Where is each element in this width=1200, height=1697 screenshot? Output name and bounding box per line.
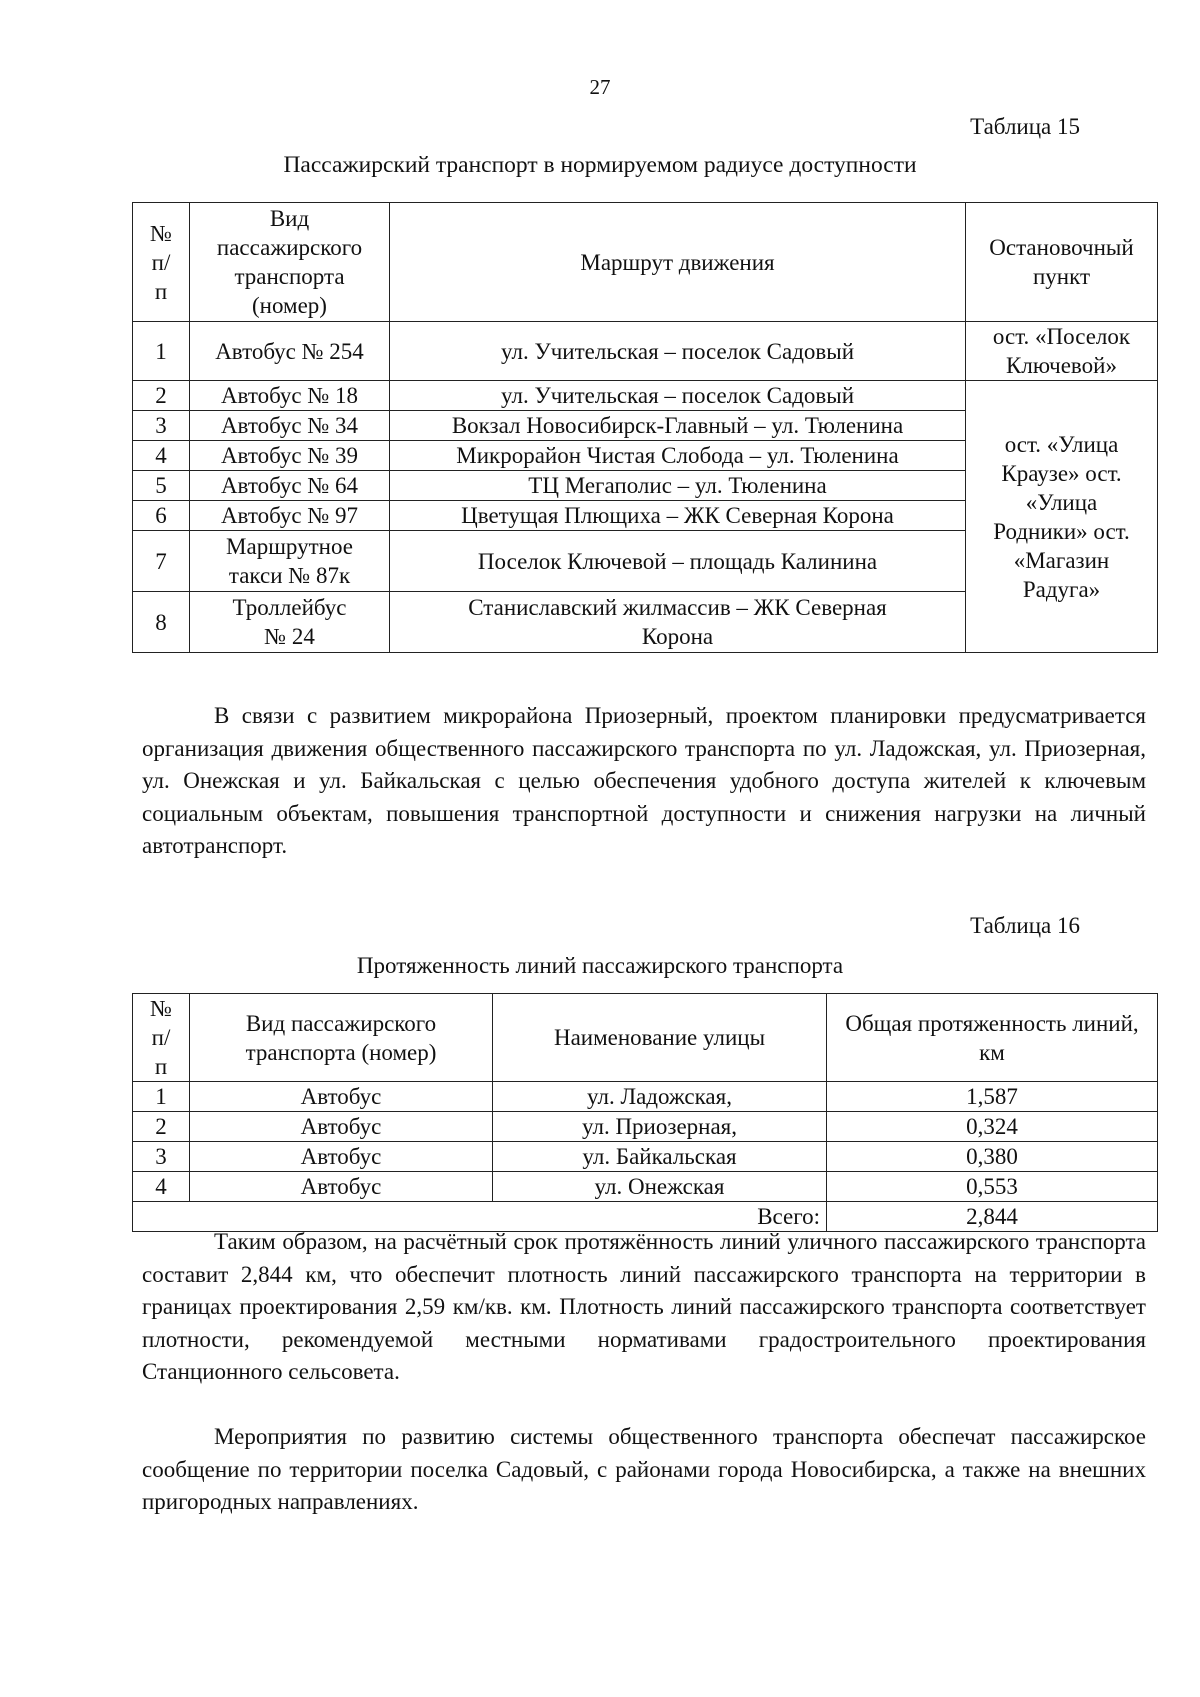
row-route: Вокзал Новосибирск-Главный – ул. Тюленина [390,411,966,441]
header-transport-type: Вид пассажирского транспорта (номер) [190,994,493,1082]
row-length: 0,380 [827,1142,1158,1172]
row-transport-type: Автобус [190,1142,493,1172]
table-15 [132,202,1158,653]
row-transport-type: Автобус № 97 [190,501,390,531]
row-street: ул. Приозерная, [493,1112,827,1142]
header-street: Наименование улицы [493,994,827,1082]
table-row [133,1142,1158,1172]
table-row [133,322,1158,381]
row-num: 3 [133,1142,190,1172]
table-16-label: Таблица 16 [970,913,1080,938]
table-16 [132,993,1158,1232]
header-route: Маршрут движения [390,203,966,322]
row-route: Цветущая Плющиха – ЖК Северная Корона [390,501,966,531]
row-transport-type: Автобус № 64 [190,471,390,501]
table-row [133,1112,1158,1142]
row-route: ул. Учительская – поселок Садовый [390,381,966,411]
page-number: 27 [589,75,611,99]
row-route: ул. Учительская – поселок Садовый [390,322,966,381]
row-num: 5 [133,471,190,501]
row-transport-type: Автобус [190,1082,493,1112]
row-street: ул. Ладожская, [493,1082,827,1112]
row-num: 8 [133,592,190,653]
row-transport-type: Автобус [190,1172,493,1202]
row-street: ул. Байкальская [493,1142,827,1172]
row-length: 0,324 [827,1112,1158,1142]
table-row [133,1082,1158,1112]
table-16-title: Протяженность линий пассажирского транспорта [356,953,844,978]
row-stop-merged: ост. «Улица Краузе» ост. «Улица Родники» ост. «Магазин Радуга» [966,381,1158,653]
row-transport-type: Автобус № 39 [190,441,390,471]
row-transport-type: Автобус № 18 [190,381,390,411]
row-num: 6 [133,501,190,531]
row-num: 4 [133,1172,190,1202]
total-label: Всего: [133,1202,827,1232]
row-transport-type: Маршрутное такси № 87к [190,531,390,592]
row-transport-type: Автобус [190,1112,493,1142]
row-num: 3 [133,411,190,441]
row-num: 2 [133,1112,190,1142]
row-transport-type: Автобус № 254 [190,322,390,381]
row-num: 1 [133,322,190,381]
header-num: № п/п [133,994,190,1082]
row-street: ул. Онежская [493,1172,827,1202]
row-transport-type: Автобус № 34 [190,411,390,441]
header-transport-type: Вид пассажирского транспорта (номер) [190,203,390,322]
header-length: Общая протяженность линий, км [827,994,1158,1082]
paragraph-1: В связи с развитием микрорайона Приозерный, проектом планировки предусматривается организация движения общественного пассажирского транспорта по ул. Ладожская, ул. Приозерная, ул. Онежская и ул. Байкальская с целью обеспечения удобного доступа жителей к ключевым социальным объектам, повышения транспортной доступности и снижения нагрузки на личный автотранспорт. [142,703,1146,858]
table-15-label: Таблица 15 [970,114,1080,139]
paragraph-3: Мероприятия по развитию системы общественного транспорта обеспечат пассажирское сообщение по территории поселка Садовый, с районами города Новосибирска, а также на внешних пригородных направлениях. [142,1424,1146,1514]
table-header-row [133,203,1158,322]
header-num: № п/п [133,203,190,322]
row-length: 1,587 [827,1082,1158,1112]
row-transport-type: Троллейбус № 24 [190,592,390,653]
row-num: 4 [133,441,190,471]
table-header-row [133,994,1158,1082]
row-num: 7 [133,531,190,592]
row-stop: ост. «Поселок Ключевой» [966,322,1158,381]
total-value: 2,844 [827,1202,1158,1232]
row-route: Микрорайон Чистая Слобода – ул. Тюленина [390,441,966,471]
row-route: Станиславский жилмассив – ЖК Северная Корона [390,592,966,653]
row-num: 1 [133,1082,190,1112]
row-route: Поселок Ключевой – площадь Калинина [390,531,966,592]
table-row [133,1172,1158,1202]
row-num: 2 [133,381,190,411]
row-length: 0,553 [827,1172,1158,1202]
paragraph-2: Таким образом, на расчётный срок протяжённость линий уличного пассажирского транспорта составит 2,844 км, что обеспечит плотность линий пассажирского транспорта на территории в границах проектирования 2,59 км/кв. км. Плотность линий пассажирского транспорта соответствует плотности, рекомендуемой местными нормативами градостроительного проектирования Станционного сельсовета. [142,1229,1146,1384]
header-stop: Остановочный пункт [966,203,1158,322]
table-15-title: Пассажирский транспорт в нормируемом радиусе доступности [283,152,917,178]
row-route: ТЦ Мегаполис – ул. Тюленина [390,471,966,501]
table-row [133,381,1158,411]
